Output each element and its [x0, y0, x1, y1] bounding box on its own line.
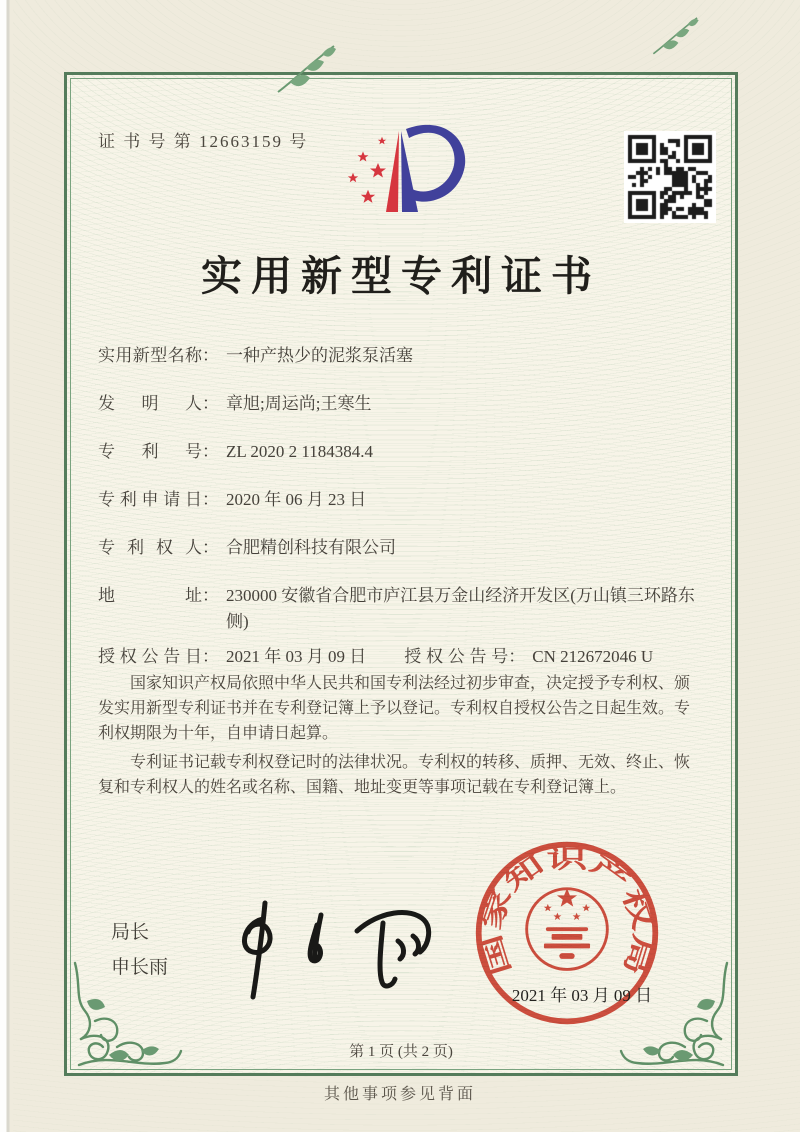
field-colon: ：	[202, 442, 219, 461]
field-label: 专利权人	[98, 538, 202, 557]
legal-text	[98, 671, 701, 804]
field-value: 合肥精创科技有限公司	[226, 538, 396, 557]
field-colon: ：	[202, 490, 219, 509]
field-patent-number	[98, 439, 697, 465]
field-value: 2020 年 06 月 23 日	[226, 490, 367, 509]
field-colon: ：	[202, 394, 219, 413]
field-label: 专利号	[98, 442, 202, 461]
qr-code	[624, 131, 716, 223]
field-label: 发明人	[98, 394, 202, 413]
field-inventors	[98, 391, 697, 417]
scan-gutter-shadow	[0, 0, 13, 1132]
certificate-frame	[64, 72, 738, 1076]
certificate-title: 实用新型专利证书	[201, 253, 601, 299]
legal-paragraph-1: 国家知识产权局依照中华人民共和国专利法经过初步审查，决定授予专利权、颁发实用新型专利证书并在专利登记簿上予以登记。专利权自授权公告之日起生效。专利权期限为十年，自申请日起算。	[98, 675, 691, 742]
field-colon: ：	[202, 647, 219, 666]
field-value: 一种产热少的泥浆泵活塞	[226, 346, 413, 365]
field-value: CN 212672046 U	[532, 647, 654, 666]
certificate-number: 证 书 号 第 12663159 号	[98, 132, 309, 151]
field-utility-model-name	[98, 343, 697, 369]
field-label: 地址	[98, 586, 202, 605]
seal-date: 2021 年 03 月 09 日	[511, 986, 653, 1005]
field-grant-number	[404, 644, 653, 670]
signer-block	[111, 915, 168, 985]
seal-text: 国家知识产权局	[477, 845, 657, 979]
field-label: 授权公告日	[98, 647, 202, 666]
field-colon: ：	[202, 538, 219, 557]
field-colon: ：	[202, 346, 219, 365]
field-grant-row	[98, 644, 697, 670]
field-label: 实用新型名称	[98, 346, 202, 365]
field-filing-date	[98, 487, 697, 513]
field-label: 授权公告号	[404, 647, 509, 666]
legal-paragraph-2: 专利证书记载专利权登记时的法律状况。专利权的转移、质押、无效、终止、恢复和专利权人的姓名或名称、国籍、地址变更等事项记载在专利登记簿上。	[98, 754, 691, 796]
page-number: 第 1 页 (共 2 页)	[349, 1044, 453, 1060]
field-patentee	[98, 535, 697, 561]
field-label: 专利申请日	[98, 490, 202, 509]
leaf-sprig-icon	[648, 10, 704, 60]
field-colon: ：	[508, 647, 526, 666]
field-value: ZL 2020 2 1184384.4	[226, 442, 374, 461]
field-grant-date	[98, 644, 366, 670]
field-address	[98, 583, 697, 635]
signer-name: 申长雨	[111, 957, 169, 978]
signer-title: 局长	[111, 922, 150, 943]
handwritten-signature	[225, 893, 475, 1003]
field-value: 230000 安徽省合肥市庐江县万金山经济开发区(万山镇三环路东侧)	[226, 586, 695, 631]
field-value: 章旭;周运尚;王寒生	[226, 394, 372, 413]
cnipa-logo-icon	[326, 115, 476, 225]
field-colon: ：	[202, 586, 219, 605]
back-note: 其他事项参见背面	[323, 1086, 476, 1103]
field-list	[98, 343, 697, 692]
field-value: 2021 年 03 月 09 日	[226, 647, 367, 666]
